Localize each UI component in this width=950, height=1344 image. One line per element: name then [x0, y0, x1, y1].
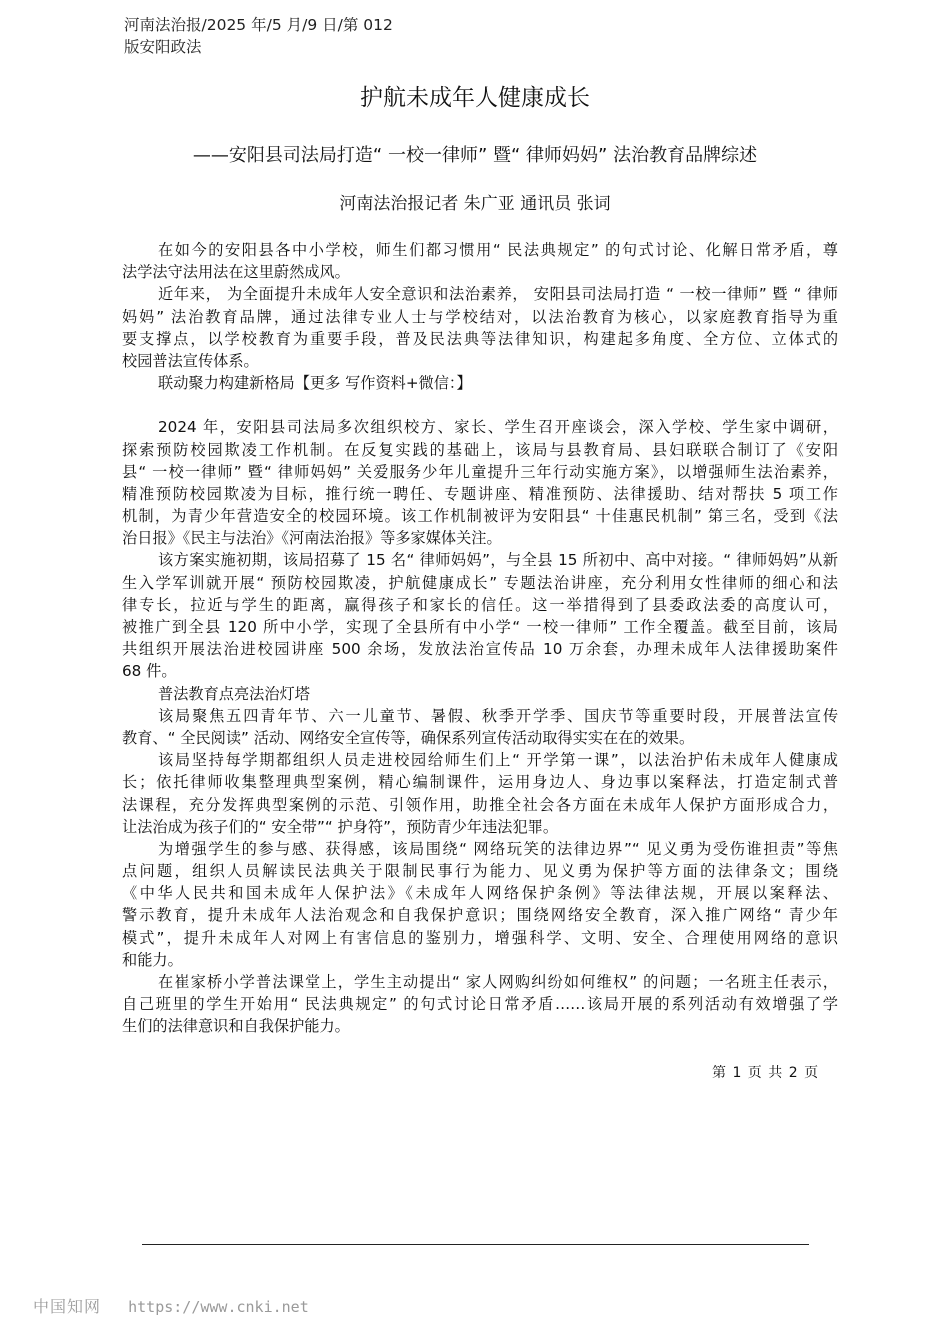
paragraph-line: 为增强学生的参与感、获得感，该局围绕“ 网络玩笑的法律边界”“ 见义勇为受伤谁担责”等焦 — [158, 839, 838, 858]
paragraph-line: 该局聚焦五四青年节、六一儿童节、暑假、秋季开学季、国庆节等重要时段，开展普法宣传 — [158, 706, 838, 725]
paragraph-line: 法学法守法用法在这里蔚然成风。 — [122, 263, 350, 282]
paragraph-line: 普法教育点亮法治灯塔 — [158, 684, 310, 703]
footer — [33, 1294, 309, 1317]
paragraph-line: 律专长，拉近与学生的距离，赢得孩子和家长的信任。这一举措得到了县委政法委的高度认可， — [122, 595, 838, 614]
paragraph-line: 探索预防校园欺凌工作机制。在反复实践的基础上，该局与县教育局、县妇联联合制订了《安阳 — [122, 440, 838, 459]
paragraph — [122, 705, 838, 749]
page-number: 第 1 页 共 2 页 — [712, 1065, 820, 1081]
paragraph-line: 该方案实施初期，该局招募了 15 名“ 律师妈妈”，与全县 15 所初中、高中对接。“ 律师妈妈”从新 — [158, 551, 838, 570]
paragraph — [122, 838, 838, 971]
paragraph-line: 警示教育，提升未成年人法治观念和自我保护意识；围绕网络安全教育，深入推广网络“ 青少年 — [122, 906, 838, 925]
paragraph-line: 被推广到全县 120 所中小学，实现了全县所有中小学“ 一校一律师” 工作全覆盖。截至目前，该局 — [122, 618, 838, 636]
paragraph-line: 和能力。 — [122, 950, 183, 969]
cnki-logo: 中国知网 — [33, 1297, 102, 1316]
paragraph-line: 生入学军训就开展“ 预防校园欺凌，护航健康成长” 专题法治讲座，充分利用女性律师的细心和法 — [122, 573, 838, 592]
paragraph-line: 法课程，充分发挥典型案例的示范、引领作用，助推全社会各方面在未成年人保护方面形成合力， — [122, 795, 838, 814]
paragraph-line: 治日报》《民主与法治》《河南法治报》等多家媒体关注。 — [122, 529, 502, 548]
paragraph-line: 该局坚持每学期都组织人员走进校园给师生们上“ 开学第一课”，以法治护佑未成年人健康成 — [158, 751, 838, 770]
paragraph-line: 校园普法宣传体系。 — [122, 351, 259, 370]
paragraph-line: 模式”，提升未成年人对网上有害信息的鉴别力，增强科学、文明、安全、合理使用网络的意识 — [122, 928, 838, 947]
paragraph-line: 生们的法律意识和自我保护能力。 — [122, 1017, 350, 1036]
paragraph — [122, 283, 838, 372]
paragraph — [122, 372, 838, 394]
paragraph-line: 教育、“ 全民阅读” 活动、网络安全宣传等，确保系列宣传活动取得实实在在的效果。 — [122, 728, 695, 747]
footer-divider — [142, 1244, 809, 1245]
article-subtitle: ——安阳县司法局打造“ 一校一律师” 暨“ 律师妈妈” 法治教育品牌综述 — [192, 145, 758, 166]
article-byline: 河南法治报记者 朱广亚 通讯员 张词 — [339, 194, 611, 214]
paragraph — [122, 549, 838, 682]
paragraph — [122, 239, 838, 283]
paragraph-line: 要支撑点，以学校教育为重要手段，普及民法典等法律知识，构建起多角度、全方位、立体式的 — [122, 329, 838, 348]
paragraph-line: 机制，为青少年营造安全的校园环境。该工作机制被评为安阳县“ 十佳惠民机制” 第三名，受到《法 — [122, 507, 838, 526]
cnki-url-link[interactable]: https://www.cnki.net — [128, 1298, 309, 1316]
paragraph-line: 共组织开展法治进校园讲座 500 余场，发放法治宣传品 10 万余套，办理未成年人法律援助案件 — [122, 640, 838, 659]
paragraph-line: 自己班里的学生开始用“ 民法典规定” 的句式讨论日常矛盾……该局开展的系列活动有效增强了学 — [122, 995, 838, 1014]
publication-header — [124, 14, 393, 58]
paragraph-line: 点问题，组织人员解读民法典关于限制民事行为能力、见义勇为保护等方面的法律条文；围绕 — [122, 862, 838, 881]
paragraph-line: 妈妈” 法治教育品牌，通过法律专业人士与学校结对，以法治教育为核心，以家庭教育指导为重 — [122, 307, 838, 326]
paragraph-line: 长；依托律师收集整理典型案例，精心编制课件，运用身边人、身边事以案释法，打造定制式普 — [122, 773, 838, 792]
paragraph-gap — [122, 394, 838, 416]
paragraph-line: 68 件。 — [122, 662, 177, 681]
paragraph — [122, 416, 838, 549]
paragraph-line: 2024 年，安阳县司法局多次组织校方、家长、学生召开座谈会，深入学校、学生家中调研， — [158, 418, 838, 437]
article-body — [122, 239, 838, 1038]
paragraph — [122, 749, 838, 838]
paragraph-line: 在如今的安阳县各中小学校，师生们都习惯用“ 民法典规定” 的句式讨论、化解日常矛盾，尊 — [158, 241, 838, 259]
paragraph-line: 在崔家桥小学普法课堂上，学生主动提出“ 家人网购纠纷如何维权” 的问题；一名班主任表示， — [158, 973, 838, 991]
paragraph-line: 近年来， 为全面提升未成年人安全意识和法治素养， 安阳县司法局打造 “ 一校一律师” 暨 “ 律师 — [158, 285, 838, 304]
paragraph — [122, 683, 838, 705]
header-line: 河南法治报/2025 年/5 月/9 日/第 012 — [124, 16, 393, 34]
paragraph-line: 联动聚力构建新格局【更多 写作资料+微信：】 — [158, 374, 472, 393]
header-line: 版安阳政法 — [124, 38, 202, 56]
paragraph-line: 让法治成为孩子们的“ 安全带”“ 护身符”，预防青少年违法犯罪。 — [122, 817, 559, 836]
article-title: 护航未成年人健康成长 — [360, 85, 590, 111]
paragraph-line: 县“ 一校一律师” 暨“ 律师妈妈” 关爱服务少年儿童提升三年行动实施方案》，以增强师生法治素养， — [122, 462, 838, 481]
paragraph-line: 《中华人民共和国未成年人保护法》《未成年人网络保护条例》等法律法规，开展以案释法、 — [122, 884, 838, 903]
paragraph — [122, 971, 838, 1038]
paragraph-line: 精准预防校园欺凌为目标，推行统一聘任、专题讲座、精准预防、法律援助、结对帮扶 5 项工作 — [122, 484, 838, 503]
